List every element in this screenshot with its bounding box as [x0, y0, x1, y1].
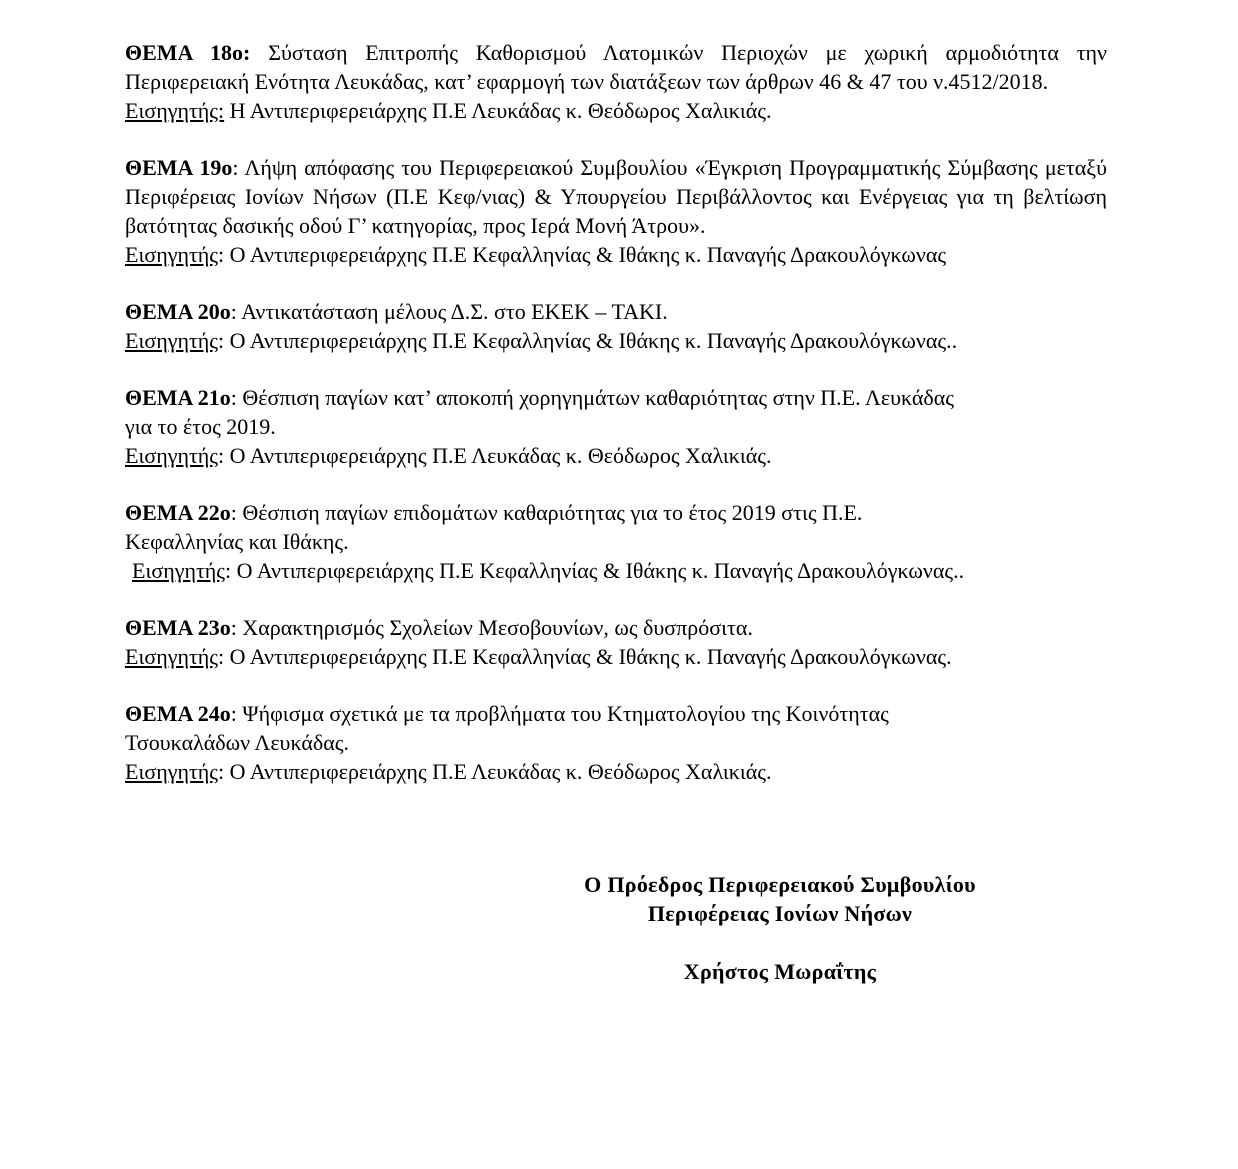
signatory-title-line1: Ο Πρόεδρος Περιφερειακού Συμβουλίου	[584, 872, 976, 897]
topic-body	[125, 699, 1107, 728]
agenda-topic-22	[125, 498, 1107, 585]
rapporteur-text: Η Αντιπεριφερειάρχης Π.Ε Λευκάδας κ. Θεόδωρος Χαλικιάς.	[224, 98, 772, 123]
rapporteur-label: Εισηγητής:	[125, 98, 225, 123]
topic-body	[125, 383, 1107, 412]
rapporteur-line	[125, 757, 1107, 786]
rapporteur-line	[125, 96, 1107, 125]
agenda-topic-23	[125, 613, 1107, 671]
rapporteur-line	[125, 240, 1107, 269]
signatory-name: Χρήστος Μωραΐτης	[683, 959, 877, 984]
topic-body	[125, 613, 1107, 642]
rapporteur-label: Εισηγητής	[125, 328, 219, 353]
topic-body-line2: Τσουκαλάδων Λευκάδας.	[125, 730, 349, 755]
topic-body	[125, 297, 1107, 326]
topic-label: ΘΕΜΑ 21ο	[125, 385, 231, 410]
agenda-topic-19	[125, 153, 1107, 269]
rapporteur-label: Εισηγητής	[125, 443, 219, 468]
topic-body-line2: Κεφαλληνίας και Ιθάκης.	[125, 529, 349, 554]
topic-label: ΘΕΜΑ 23ο	[125, 615, 231, 640]
rapporteur-line	[125, 441, 1107, 470]
topic-text: : Χαρακτηρισμός Σχολείων Μεσοβουνίων, ως δυσπρόσιτα.	[230, 615, 753, 640]
topic-body-line2: για το έτος 2019.	[125, 414, 276, 439]
rapporteur-text: : Ο Αντιπεριφερειάρχης Π.Ε Κεφαλληνίας & Ιθάκης κ. Παναγής Δρακουλόγκωνας.	[218, 644, 952, 669]
topic-label: ΘΕΜΑ 20ο	[125, 299, 231, 324]
topic-body	[125, 153, 1107, 240]
rapporteur-label: Εισηγητής	[125, 242, 219, 267]
topic-text: : Θέσπιση παγίων κατ’ αποκοπή χορηγημάτων καθαριότητας στην Π.Ε. Λευκάδας	[230, 385, 954, 410]
rapporteur-label: Εισηγητής	[125, 644, 219, 669]
topic-text: : Θέσπιση παγίων επιδομάτων καθαριότητας για το έτος 2019 στις Π.Ε.	[230, 500, 863, 525]
rapporteur-label: Εισηγητής	[125, 759, 219, 784]
rapporteur-label: Εισηγητής	[132, 558, 226, 583]
topic-label: ΘΕΜΑ 22ο	[125, 500, 231, 525]
rapporteur-line	[125, 642, 1107, 671]
signatory-title-line2: Περιφέρειας Ιονίων Νήσων	[647, 901, 913, 926]
topic-text: Σύσταση Επιτροπής Καθορισμού Λατομικών Περιοχών με χωρική αρμοδιότητα την Περιφερειακή Ενότητα Λευκάδας, κατ’ εφαρμογή των διατάξεων των άρθρων 46 & 47 του ν.4512/2018.	[125, 40, 1107, 94]
rapporteur-line	[125, 556, 1107, 585]
rapporteur-text: : Ο Αντιπεριφερειάρχης Π.Ε Λευκάδας κ. Θεόδωρος Χαλικιάς.	[218, 759, 772, 784]
agenda-topic-24	[125, 699, 1107, 786]
rapporteur-line	[125, 326, 1107, 355]
agenda-topic-21	[125, 383, 1107, 470]
rapporteur-text: : Ο Αντιπεριφερειάρχης Π.Ε Λευκάδας κ. Θεόδωρος Χαλικιάς.	[218, 443, 772, 468]
agenda-document	[125, 38, 1107, 814]
topic-body	[125, 38, 1107, 96]
topic-label: ΘΕΜΑ 19ο	[125, 155, 233, 180]
rapporteur-text: : Ο Αντιπεριφερειάρχης Π.Ε Κεφαλληνίας & Ιθάκης κ. Παναγής Δρακουλόγκωνας..	[225, 558, 965, 583]
topic-body	[125, 498, 1107, 527]
rapporteur-text: : Ο Αντιπεριφερειάρχης Π.Ε Κεφαλληνίας & Ιθάκης κ. Παναγής Δρακουλόγκωνας	[218, 242, 947, 267]
agenda-topic-18	[125, 38, 1107, 125]
signature-block	[470, 870, 1090, 986]
topic-text: : Ψήφισμα σχετικά με τα προβλήματα του Κτηματολογίου της Κοινότητας	[230, 701, 889, 726]
agenda-topic-20	[125, 297, 1107, 355]
topic-text: : Λήψη απόφασης του Περιφερειακού Συμβουλίου «Έγκριση Προγραμματικής Σύμβασης μεταξύ Περιφέρειας Ιονίων Νήσων (Π.Ε Κεφ/νιας) & Υπουργείου Περιβάλλοντος και Ενέργειας για τη βελτίωση βατότητας δασικής οδού Γ’ κατηγορίας, προς Ιερά Μονή Άτρου».	[125, 155, 1107, 238]
topic-text: : Αντικατάσταση μέλους Δ.Σ. στο ΕΚΕΚ – ΤΑΚΙ.	[230, 299, 668, 324]
topic-label: ΘΕΜΑ 24ο	[125, 701, 231, 726]
topic-label: ΘΕΜΑ 18ο:	[125, 40, 251, 65]
rapporteur-text: : Ο Αντιπεριφερειάρχης Π.Ε Κεφαλληνίας & Ιθάκης κ. Παναγής Δρακουλόγκωνας..	[218, 328, 958, 353]
